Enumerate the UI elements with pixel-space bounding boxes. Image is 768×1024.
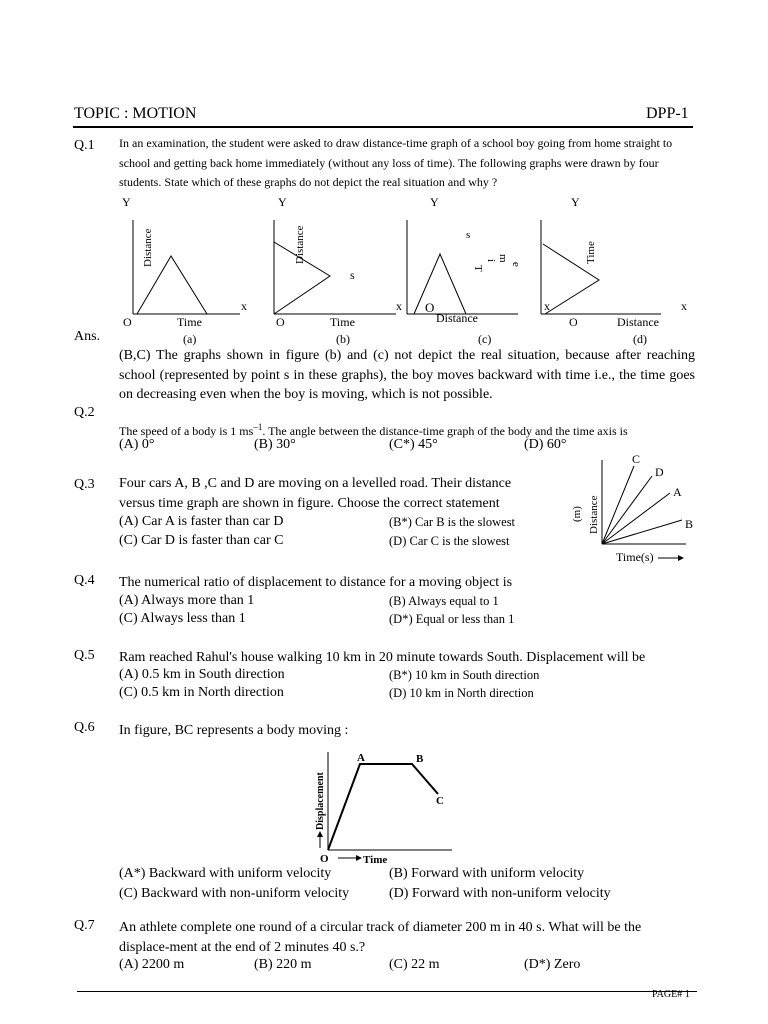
origin-label: O (123, 315, 132, 329)
option: (C) 22 m (389, 957, 440, 972)
question-number: Q.5 (74, 648, 95, 663)
option: (D) 60° (524, 437, 567, 452)
topic-title: TOPIC : MOTION (74, 105, 197, 122)
answer-label: Ans. (74, 329, 101, 344)
axis-label-letter: e (510, 262, 522, 267)
option: (A) Always more than 1 (119, 593, 255, 608)
question-number: Q.7 (74, 918, 95, 933)
question-text: In figure, BC represents a body moving : (119, 723, 349, 738)
x-axis-letter: x (544, 299, 550, 313)
question-text: Four cars A, B ,C and D are moving on a levelled road. Their distance versus time graph are shown in figure. Choose the correct statement (119, 476, 512, 511)
axis-unit: (m) (571, 506, 583, 522)
axis-label-letter: m (497, 254, 509, 263)
axis-label: Distance (294, 225, 306, 264)
option: (C*) 45° (389, 437, 438, 452)
point-label: s (350, 268, 355, 282)
option: (B*) 10 km in South direction (389, 668, 540, 682)
displacement-graph (300, 744, 460, 872)
option: (D) 10 km in North direction (389, 686, 534, 700)
y-axis-letter: Y (430, 195, 439, 209)
header-rule (73, 126, 693, 128)
graph-c (392, 192, 552, 352)
footer-rule (77, 991, 697, 992)
axis-label: Time (330, 315, 355, 329)
figure-caption: (d) (633, 332, 647, 346)
option: (B) 30° (254, 437, 296, 452)
question-number: Q.2 (74, 405, 95, 420)
option: (A*) Backward with uniform velocity (119, 866, 332, 881)
axis-label-letter: T (472, 265, 484, 272)
origin-label: O (276, 315, 285, 329)
origin-label: O (569, 315, 578, 329)
question-text: Ram reached Rahul's house walking 10 km in 20 minute towards South. Displacement will be (119, 650, 646, 665)
axis-label: Distance (588, 495, 600, 534)
option: (C) Always less than 1 (119, 611, 246, 626)
line-label-d: D (655, 465, 664, 479)
question-text: An athlete complete one round of a circular track of diameter 200 m in 40 s. What will be the displace-ment at the end of 2 minutes 40 s.? (119, 920, 642, 955)
option: (B*) Car B is the slowest (389, 515, 516, 529)
figure-caption: (b) (336, 332, 350, 346)
cars-graph (560, 448, 700, 574)
figure-caption: (a) (183, 332, 197, 346)
option: (B) 220 m (254, 957, 312, 972)
line-label-b: B (685, 517, 694, 531)
question-number: Q.3 (74, 477, 95, 492)
point-label-b: B (416, 753, 424, 765)
question-text: The numerical ratio of displacement to distance for a moving object is (119, 575, 513, 590)
line-label-c: C (632, 452, 641, 466)
x-axis-letter: x (241, 299, 247, 313)
point-label-c: C (436, 795, 444, 807)
y-axis-letter: Y (571, 195, 580, 209)
question-number: Q.4 (74, 573, 95, 588)
figure-caption: (c) (478, 332, 492, 346)
origin-label: O (320, 853, 329, 865)
option: (A) 2200 m (119, 957, 185, 972)
axis-label: Distance (436, 311, 478, 325)
point-label: s (466, 229, 471, 241)
axis-label: Time (177, 315, 202, 329)
option: (D) Forward with non-uniform velocity (389, 886, 611, 901)
question-text: In an examination, the student were asked to draw distance-time graph of a school boy going from home straight to school and getting back home immediately (without any loss of time). The following graphs were drawn by four students. State which of these graphs do not depict the real situation and why ? (119, 136, 673, 189)
x-axis-letter: x (681, 299, 687, 313)
line-label-a: A (673, 485, 682, 499)
y-axis-letter: Y (122, 195, 131, 209)
option: (A) Car A is faster than car D (119, 514, 284, 529)
question-number: Q.6 (74, 720, 95, 735)
option: (C) Backward with non-uniform velocity (119, 886, 350, 901)
axis-label: Displacement (315, 772, 326, 830)
axis-label: Distance (142, 228, 154, 267)
axis-label: Time(s) (616, 550, 654, 564)
option: (C) 0.5 km in North direction (119, 685, 284, 700)
option: (D*) Zero (524, 957, 581, 972)
origin-label: O (425, 300, 435, 315)
y-axis-letter: Y (278, 195, 287, 209)
page-number: PAGE# 1 (652, 989, 690, 1000)
axis-label: Time (363, 854, 388, 866)
question-text: The speed of a body is 1 $ms^{-1}$. The angle between the distance-time graph of the body and the time axis is (119, 422, 628, 438)
graph-a (115, 192, 255, 352)
option: (A) 0° (119, 437, 155, 452)
option: (D*) Equal or less than 1 (389, 612, 515, 626)
x-axis-letter: x (396, 299, 402, 313)
graph-d (535, 192, 695, 352)
option: (D) Car C is the slowest (389, 534, 510, 548)
question-number: Q.1 (74, 138, 95, 153)
axis-label-letter: i (485, 259, 497, 263)
graph-b (268, 192, 408, 352)
option: (C) Car D is faster than car C (119, 533, 284, 548)
dpp-code: DPP-1 (646, 105, 689, 122)
answer-text: (B,C) The graphs shown in figure (b) and (c) not depict the real situation, because after reaching school (represented by point s in these graphs), the boy moves backward with time i.e., the time goes on decreasing even when the boy is moving, which is not possible. (119, 348, 695, 402)
option: (A) 0.5 km in South direction (119, 667, 285, 682)
option: (B) Forward with uniform velocity (389, 866, 585, 881)
option: (B) Always equal to 1 (389, 594, 499, 608)
axis-label: Time (585, 241, 597, 264)
axis-label: Distance (617, 315, 659, 329)
point-label-a: A (357, 752, 365, 764)
